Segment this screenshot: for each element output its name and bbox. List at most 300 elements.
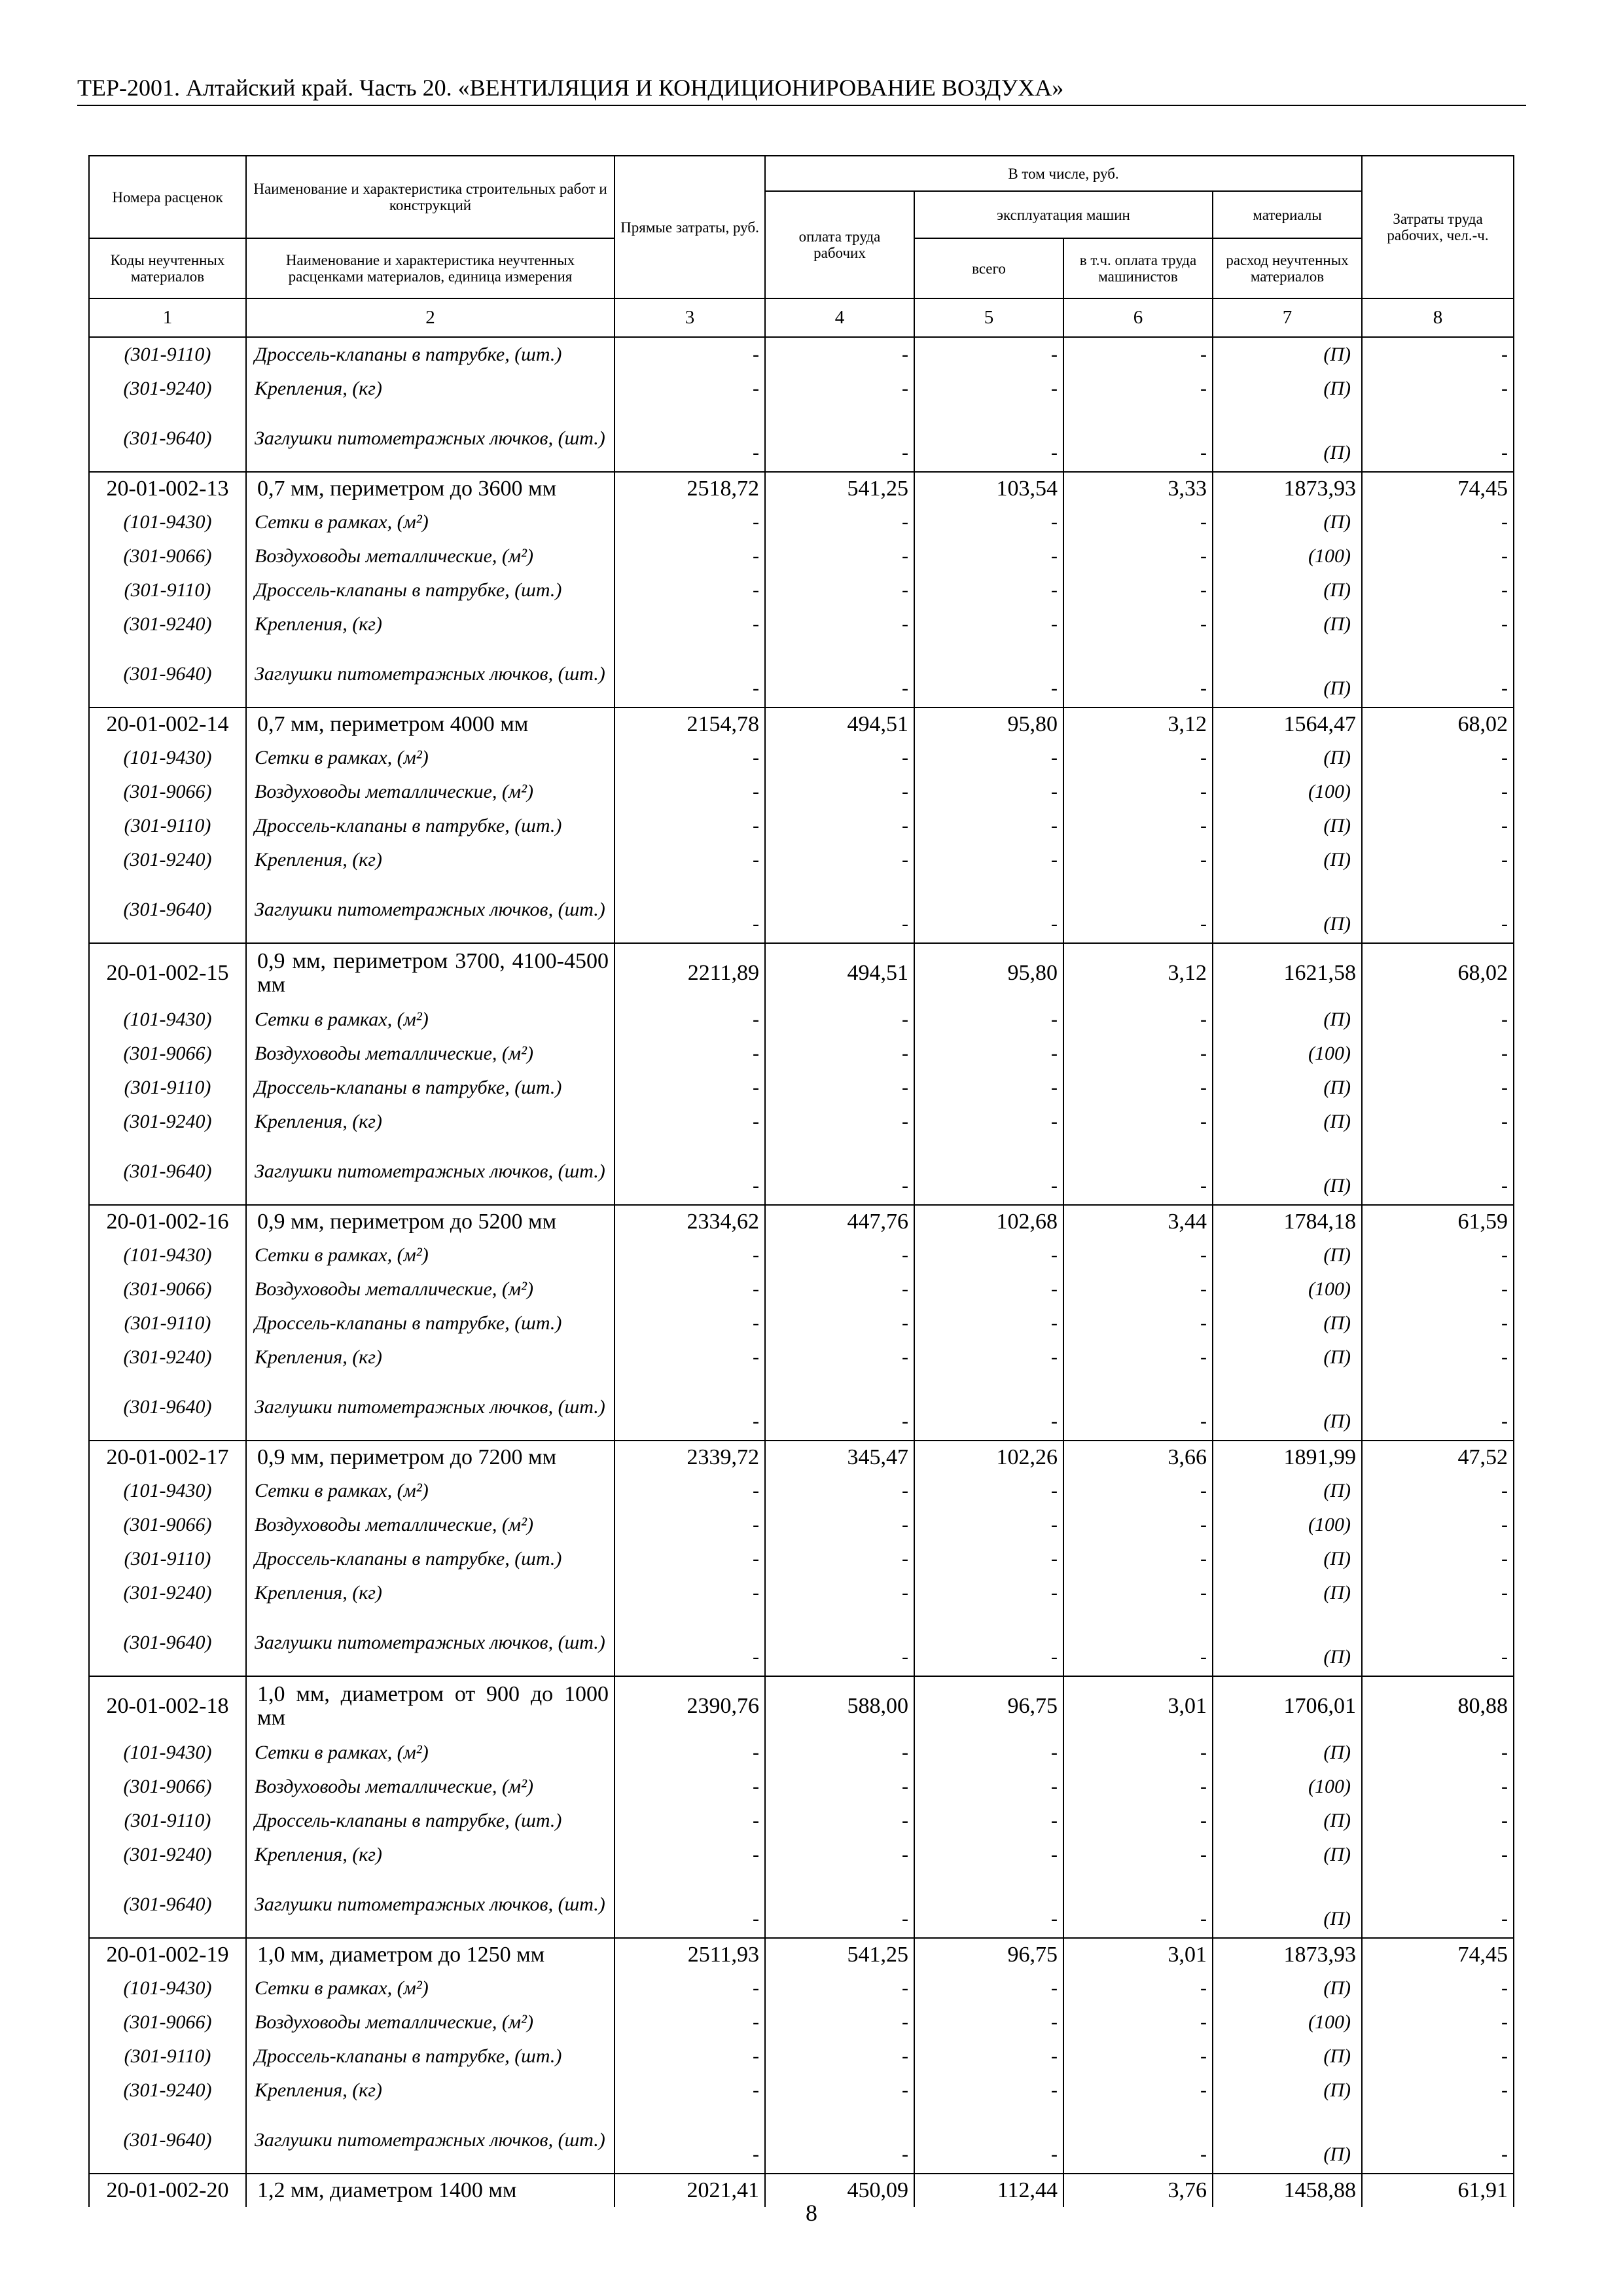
code-cell: (301-9640) xyxy=(89,1374,246,1441)
code-cell: 20-01-002-18 xyxy=(89,1676,246,1736)
machine-total-cell: - xyxy=(914,843,1063,877)
operator-pay-cell: 3,66 xyxy=(1063,1441,1213,1474)
operator-pay-cell: - xyxy=(1063,1306,1213,1340)
materials-cell: (П) xyxy=(1213,2108,1362,2174)
material-row xyxy=(89,372,1514,406)
materials-cell: (П) xyxy=(1213,1542,1362,1576)
direct-costs-cell: - xyxy=(615,1272,765,1306)
labor-costs-cell: - xyxy=(1362,372,1514,406)
materials-cell: 1784,18 xyxy=(1213,1205,1362,1238)
machine-total-cell: 102,26 xyxy=(914,1441,1063,1474)
name-cell: Крепления, (кг) xyxy=(246,2073,615,2108)
direct-costs-cell: - xyxy=(615,1804,765,1838)
name-cell: 0,7 мм, периметром до 3600 мм xyxy=(246,472,615,505)
labor-costs-cell: - xyxy=(1362,775,1514,809)
operator-pay-cell: - xyxy=(1063,2108,1213,2174)
name-cell: Дроссель-клапаны в патрубке, (шт.) xyxy=(246,1804,615,1838)
material-row xyxy=(89,1238,1514,1272)
code-cell: (301-9110) xyxy=(89,2039,246,2073)
direct-costs-cell: 2511,93 xyxy=(615,1938,765,1971)
name-cell: Сетки в рамках, (м²) xyxy=(246,1736,615,1770)
worker-pay-cell: - xyxy=(765,1340,914,1374)
machine-total-cell: 96,75 xyxy=(914,1676,1063,1736)
worker-pay-cell: - xyxy=(765,1105,914,1139)
running-header: ТЕР-2001. Алтайский край. Часть 20. «ВЕНТИЛЯЦИЯ И КОНДИЦИОНИРОВАНИЕ ВОЗДУХА» xyxy=(77,75,1064,101)
labor-costs-cell: - xyxy=(1362,607,1514,641)
machine-total-cell: - xyxy=(914,1238,1063,1272)
operator-pay-cell: - xyxy=(1063,1971,1213,2005)
materials-cell: (П) xyxy=(1213,2073,1362,2108)
column-number: 2 xyxy=(246,298,615,337)
worker-pay-cell: - xyxy=(765,539,914,573)
name-cell: 1,0 мм, диаметром до 1250 мм xyxy=(246,1938,615,1971)
machine-total-cell: - xyxy=(914,1576,1063,1610)
worker-pay-cell: - xyxy=(765,337,914,372)
name-cell: Сетки в рамках, (м²) xyxy=(246,1971,615,2005)
column-number: 1 xyxy=(89,298,246,337)
direct-costs-cell: - xyxy=(615,573,765,607)
labor-costs-cell: - xyxy=(1362,1872,1514,1938)
code-cell: 20-01-002-16 xyxy=(89,1205,246,1238)
machine-total-cell: - xyxy=(914,573,1063,607)
machine-total-cell: - xyxy=(914,2039,1063,2073)
material-row xyxy=(89,1576,1514,1610)
materials-cell: (П) xyxy=(1213,1071,1362,1105)
operator-pay-cell: - xyxy=(1063,877,1213,943)
labor-costs-cell: - xyxy=(1362,1971,1514,2005)
direct-costs-cell: - xyxy=(615,775,765,809)
operator-pay-cell: - xyxy=(1063,1736,1213,1770)
code-cell: (301-9640) xyxy=(89,641,246,708)
labor-costs-cell: - xyxy=(1362,877,1514,943)
labor-costs-cell: - xyxy=(1362,1272,1514,1306)
materials-cell: (П) xyxy=(1213,1003,1362,1037)
material-row xyxy=(89,2005,1514,2039)
direct-costs-cell: - xyxy=(615,641,765,708)
header-material-codes: Коды неучтенных материалов xyxy=(89,238,246,298)
code-cell: 20-01-002-20 xyxy=(89,2174,246,2207)
header-direct-costs: Прямые затраты, руб. xyxy=(615,156,765,298)
direct-costs-cell: - xyxy=(615,2039,765,2073)
machine-total-cell: - xyxy=(914,1071,1063,1105)
name-cell: Крепления, (кг) xyxy=(246,372,615,406)
direct-costs-cell: - xyxy=(615,1542,765,1576)
machine-total-cell: - xyxy=(914,1139,1063,1205)
material-row xyxy=(89,1770,1514,1804)
material-row xyxy=(89,337,1514,372)
operator-pay-cell: - xyxy=(1063,1474,1213,1508)
machine-total-cell: - xyxy=(914,505,1063,539)
name-cell: 0,9 мм, периметром 3700, 4100-4500 мм xyxy=(246,943,615,1003)
machine-total-cell: - xyxy=(914,641,1063,708)
code-cell: (301-9240) xyxy=(89,1340,246,1374)
name-cell: Воздуховоды металлические, (м²) xyxy=(246,1508,615,1542)
worker-pay-cell: - xyxy=(765,1770,914,1804)
worker-pay-cell: - xyxy=(765,1872,914,1938)
material-row xyxy=(89,1736,1514,1770)
material-row xyxy=(89,1474,1514,1508)
material-row xyxy=(89,809,1514,843)
materials-cell: (П) xyxy=(1213,1340,1362,1374)
column-numbers-row xyxy=(89,298,1514,337)
machine-total-cell: 112,44 xyxy=(914,2174,1063,2207)
worker-pay-cell: - xyxy=(765,1306,914,1340)
code-cell: (101-9430) xyxy=(89,505,246,539)
materials-cell: (П) xyxy=(1213,1105,1362,1139)
code-cell: 20-01-002-13 xyxy=(89,472,246,505)
labor-costs-cell: - xyxy=(1362,1238,1514,1272)
labor-costs-cell: - xyxy=(1362,539,1514,573)
labor-costs-cell: 68,02 xyxy=(1362,708,1514,741)
worker-pay-cell: - xyxy=(765,775,914,809)
machine-total-cell: - xyxy=(914,877,1063,943)
worker-pay-cell: - xyxy=(765,372,914,406)
code-cell: (301-9066) xyxy=(89,2005,246,2039)
operator-pay-cell: - xyxy=(1063,1804,1213,1838)
material-row xyxy=(89,607,1514,641)
table-header xyxy=(89,156,1514,337)
direct-costs-cell: - xyxy=(615,877,765,943)
machine-total-cell: - xyxy=(914,1770,1063,1804)
name-cell: Сетки в рамках, (м²) xyxy=(246,741,615,775)
direct-costs-cell: - xyxy=(615,1071,765,1105)
labor-costs-cell: - xyxy=(1362,1610,1514,1676)
material-row xyxy=(89,641,1514,708)
labor-costs-cell: - xyxy=(1362,741,1514,775)
worker-pay-cell: - xyxy=(765,505,914,539)
worker-pay-cell: - xyxy=(765,1238,914,1272)
code-cell: (301-9110) xyxy=(89,1306,246,1340)
operator-pay-cell: - xyxy=(1063,641,1213,708)
direct-costs-cell: - xyxy=(615,1576,765,1610)
worker-pay-cell: - xyxy=(765,1736,914,1770)
material-row xyxy=(89,877,1514,943)
header-unaccounted-materials: расход неучтенных материалов xyxy=(1213,238,1362,298)
machine-total-cell: - xyxy=(914,2005,1063,2039)
machine-total-cell: - xyxy=(914,741,1063,775)
material-row xyxy=(89,1003,1514,1037)
operator-pay-cell: - xyxy=(1063,573,1213,607)
direct-costs-cell: - xyxy=(615,1770,765,1804)
materials-cell: (П) xyxy=(1213,372,1362,406)
materials-cell: (П) xyxy=(1213,1872,1362,1938)
direct-costs-cell: - xyxy=(615,1838,765,1872)
operator-pay-cell: 3,01 xyxy=(1063,1676,1213,1736)
material-row xyxy=(89,2108,1514,2174)
machine-total-cell: - xyxy=(914,1474,1063,1508)
labor-costs-cell: - xyxy=(1362,1340,1514,1374)
rate-row xyxy=(89,1441,1514,1474)
operator-pay-cell: 3,01 xyxy=(1063,1938,1213,1971)
direct-costs-cell: 2334,62 xyxy=(615,1205,765,1238)
name-cell: Дроссель-клапаны в патрубке, (шт.) xyxy=(246,1542,615,1576)
materials-cell: 1891,99 xyxy=(1213,1441,1362,1474)
machine-total-cell: - xyxy=(914,1003,1063,1037)
machine-total-cell: - xyxy=(914,1272,1063,1306)
labor-costs-cell: - xyxy=(1362,1838,1514,1872)
labor-costs-cell: - xyxy=(1362,1306,1514,1340)
header-incl-operator-pay: в т.ч. оплата труда машинистов xyxy=(1063,238,1213,298)
operator-pay-cell: - xyxy=(1063,1374,1213,1441)
materials-cell: (П) xyxy=(1213,809,1362,843)
direct-costs-cell: - xyxy=(615,1003,765,1037)
direct-costs-cell: - xyxy=(615,1037,765,1071)
header-work-name: Наименование и характеристика строительных работ и конструкций xyxy=(246,156,615,238)
materials-cell: (П) xyxy=(1213,1306,1362,1340)
worker-pay-cell: - xyxy=(765,573,914,607)
rate-row xyxy=(89,1938,1514,1971)
materials-cell: (П) xyxy=(1213,607,1362,641)
worker-pay-cell: - xyxy=(765,1374,914,1441)
labor-costs-cell: - xyxy=(1362,337,1514,372)
header-labor-costs: Затраты труда рабочих, чел.-ч. xyxy=(1362,156,1514,298)
operator-pay-cell: - xyxy=(1063,1610,1213,1676)
header-machine-operation: эксплуатация машин xyxy=(914,191,1213,238)
name-cell: Дроссель-клапаны в патрубке, (шт.) xyxy=(246,1306,615,1340)
name-cell: Воздуховоды металлические, (м²) xyxy=(246,1272,615,1306)
code-cell: (301-9110) xyxy=(89,809,246,843)
materials-cell: (100) xyxy=(1213,1272,1362,1306)
material-row xyxy=(89,1542,1514,1576)
name-cell: Заглушки питометражных лючков, (шт.) xyxy=(246,1872,615,1938)
operator-pay-cell: - xyxy=(1063,1071,1213,1105)
direct-costs-cell: - xyxy=(615,843,765,877)
materials-cell: (П) xyxy=(1213,741,1362,775)
machine-total-cell: - xyxy=(914,1736,1063,1770)
name-cell: 0,9 мм, периметром до 5200 мм xyxy=(246,1205,615,1238)
table-body xyxy=(89,337,1514,2207)
name-cell: Сетки в рамках, (м²) xyxy=(246,1238,615,1272)
name-cell: Дроссель-клапаны в патрубке, (шт.) xyxy=(246,809,615,843)
name-cell: Сетки в рамках, (м²) xyxy=(246,505,615,539)
materials-cell: (100) xyxy=(1213,2005,1362,2039)
operator-pay-cell: - xyxy=(1063,406,1213,472)
name-cell: Воздуховоды металлические, (м²) xyxy=(246,775,615,809)
name-cell: Крепления, (кг) xyxy=(246,1838,615,1872)
operator-pay-cell: 3,76 xyxy=(1063,2174,1213,2207)
direct-costs-cell: - xyxy=(615,1374,765,1441)
header-including: В том числе, руб. xyxy=(765,156,1362,191)
code-cell: (301-9066) xyxy=(89,1272,246,1306)
name-cell: Сетки в рамках, (м²) xyxy=(246,1003,615,1037)
machine-total-cell: - xyxy=(914,1971,1063,2005)
header-rule xyxy=(77,105,1526,106)
operator-pay-cell: - xyxy=(1063,539,1213,573)
worker-pay-cell: - xyxy=(765,607,914,641)
worker-pay-cell: 588,00 xyxy=(765,1676,914,1736)
material-row xyxy=(89,843,1514,877)
code-cell: (301-9240) xyxy=(89,1576,246,1610)
material-row xyxy=(89,406,1514,472)
material-row xyxy=(89,573,1514,607)
name-cell: Крепления, (кг) xyxy=(246,1340,615,1374)
code-cell: (301-9640) xyxy=(89,1610,246,1676)
header-materials: материалы xyxy=(1213,191,1362,238)
worker-pay-cell: - xyxy=(765,1542,914,1576)
operator-pay-cell: 3,12 xyxy=(1063,943,1213,1003)
materials-cell: (П) xyxy=(1213,1474,1362,1508)
code-cell: (301-9640) xyxy=(89,877,246,943)
code-cell: (301-9110) xyxy=(89,573,246,607)
code-cell: (301-9240) xyxy=(89,843,246,877)
code-cell: (301-9640) xyxy=(89,406,246,472)
machine-total-cell: - xyxy=(914,1306,1063,1340)
direct-costs-cell: - xyxy=(615,1105,765,1139)
operator-pay-cell: - xyxy=(1063,1272,1213,1306)
machine-total-cell: - xyxy=(914,2073,1063,2108)
operator-pay-cell: - xyxy=(1063,1003,1213,1037)
labor-costs-cell: - xyxy=(1362,2073,1514,2108)
code-cell: (301-9066) xyxy=(89,1770,246,1804)
material-row xyxy=(89,741,1514,775)
column-number: 8 xyxy=(1362,298,1514,337)
material-row xyxy=(89,1306,1514,1340)
material-row xyxy=(89,2039,1514,2073)
labor-costs-cell: 74,45 xyxy=(1362,472,1514,505)
name-cell: 0,7 мм, периметром 4000 мм xyxy=(246,708,615,741)
name-cell: Воздуховоды металлические, (м²) xyxy=(246,1037,615,1071)
worker-pay-cell: - xyxy=(765,843,914,877)
code-cell: (301-9110) xyxy=(89,1542,246,1576)
materials-cell: 1621,58 xyxy=(1213,943,1362,1003)
machine-total-cell: - xyxy=(914,337,1063,372)
worker-pay-cell: - xyxy=(765,641,914,708)
machine-total-cell: 103,54 xyxy=(914,472,1063,505)
direct-costs-cell: - xyxy=(615,1736,765,1770)
labor-costs-cell: - xyxy=(1362,843,1514,877)
direct-costs-cell: - xyxy=(615,1610,765,1676)
materials-cell: (П) xyxy=(1213,1374,1362,1441)
machine-total-cell: - xyxy=(914,607,1063,641)
operator-pay-cell: - xyxy=(1063,607,1213,641)
name-cell: Дроссель-клапаны в патрубке, (шт.) xyxy=(246,2039,615,2073)
material-row xyxy=(89,1272,1514,1306)
name-cell: Заглушки питометражных лючков, (шт.) xyxy=(246,1374,615,1441)
code-cell: 20-01-002-19 xyxy=(89,1938,246,1971)
materials-cell: (П) xyxy=(1213,641,1362,708)
materials-cell: 1706,01 xyxy=(1213,1676,1362,1736)
column-number: 5 xyxy=(914,298,1063,337)
machine-total-cell: 96,75 xyxy=(914,1938,1063,1971)
material-row xyxy=(89,1105,1514,1139)
operator-pay-cell: - xyxy=(1063,1872,1213,1938)
direct-costs-cell: 2390,76 xyxy=(615,1676,765,1736)
labor-costs-cell: - xyxy=(1362,809,1514,843)
worker-pay-cell: - xyxy=(765,1139,914,1205)
labor-costs-cell: - xyxy=(1362,641,1514,708)
column-number: 4 xyxy=(765,298,914,337)
column-number: 3 xyxy=(615,298,765,337)
worker-pay-cell: - xyxy=(765,2005,914,2039)
name-cell: Воздуховоды металлические, (м²) xyxy=(246,2005,615,2039)
operator-pay-cell: - xyxy=(1063,1037,1213,1071)
operator-pay-cell: - xyxy=(1063,372,1213,406)
header-rate-numbers: Номера расценок xyxy=(89,156,246,238)
code-cell: (301-9240) xyxy=(89,2073,246,2108)
worker-pay-cell: - xyxy=(765,1071,914,1105)
name-cell: Дроссель-клапаны в патрубке, (шт.) xyxy=(246,337,615,372)
materials-cell: (П) xyxy=(1213,2039,1362,2073)
worker-pay-cell: - xyxy=(765,877,914,943)
materials-cell: (П) xyxy=(1213,843,1362,877)
code-cell: (301-9066) xyxy=(89,1037,246,1071)
direct-costs-cell: - xyxy=(615,406,765,472)
operator-pay-cell: - xyxy=(1063,2039,1213,2073)
materials-cell: (П) xyxy=(1213,1971,1362,2005)
worker-pay-cell: - xyxy=(765,1971,914,2005)
labor-costs-cell: - xyxy=(1362,406,1514,472)
operator-pay-cell: 3,12 xyxy=(1063,708,1213,741)
machine-total-cell: - xyxy=(914,1374,1063,1441)
labor-costs-cell: - xyxy=(1362,1804,1514,1838)
header-material-names: Наименование и характеристика неучтенных расценками материалов, единица измерения xyxy=(246,238,615,298)
labor-costs-cell: - xyxy=(1362,1003,1514,1037)
materials-cell: (П) xyxy=(1213,1804,1362,1838)
name-cell: Крепления, (кг) xyxy=(246,1576,615,1610)
labor-costs-cell: - xyxy=(1362,1071,1514,1105)
worker-pay-cell: 494,51 xyxy=(765,943,914,1003)
worker-pay-cell: - xyxy=(765,2073,914,2108)
labor-costs-cell: - xyxy=(1362,2005,1514,2039)
worker-pay-cell: - xyxy=(765,1804,914,1838)
materials-cell: 1873,93 xyxy=(1213,1938,1362,1971)
worker-pay-cell: - xyxy=(765,1037,914,1071)
worker-pay-cell: - xyxy=(765,2039,914,2073)
machine-total-cell: - xyxy=(914,1037,1063,1071)
header-worker-pay: оплата труда рабочих xyxy=(765,191,914,298)
machine-total-cell: - xyxy=(914,372,1063,406)
labor-costs-cell: 68,02 xyxy=(1362,943,1514,1003)
direct-costs-cell: 2339,72 xyxy=(615,1441,765,1474)
worker-pay-cell: 345,47 xyxy=(765,1441,914,1474)
code-cell: (101-9430) xyxy=(89,1003,246,1037)
direct-costs-cell: - xyxy=(615,372,765,406)
operator-pay-cell: - xyxy=(1063,1576,1213,1610)
materials-cell: (П) xyxy=(1213,877,1362,943)
code-cell: (301-9640) xyxy=(89,2108,246,2174)
material-row xyxy=(89,1971,1514,2005)
code-cell: (301-9240) xyxy=(89,607,246,641)
name-cell: Заглушки питометражных лючков, (шт.) xyxy=(246,2108,615,2174)
machine-total-cell: - xyxy=(914,1508,1063,1542)
worker-pay-cell: - xyxy=(765,1508,914,1542)
worker-pay-cell: 494,51 xyxy=(765,708,914,741)
materials-cell: (П) xyxy=(1213,505,1362,539)
name-cell: Крепления, (кг) xyxy=(246,843,615,877)
name-cell: Крепления, (кг) xyxy=(246,607,615,641)
machine-total-cell: - xyxy=(914,406,1063,472)
material-row xyxy=(89,1037,1514,1071)
worker-pay-cell: - xyxy=(765,741,914,775)
operator-pay-cell: - xyxy=(1063,1340,1213,1374)
name-cell: Крепления, (кг) xyxy=(246,1105,615,1139)
machine-total-cell: - xyxy=(914,1610,1063,1676)
labor-costs-cell: 61,59 xyxy=(1362,1205,1514,1238)
rate-row xyxy=(89,1205,1514,1238)
worker-pay-cell: - xyxy=(765,1474,914,1508)
worker-pay-cell: 450,09 xyxy=(765,2174,914,2207)
labor-costs-cell: 61,91 xyxy=(1362,2174,1514,2207)
code-cell: (301-9640) xyxy=(89,1872,246,1938)
materials-cell: 1458,88 xyxy=(1213,2174,1362,2207)
materials-cell: (П) xyxy=(1213,1238,1362,1272)
direct-costs-cell: - xyxy=(615,1971,765,2005)
name-cell: 1,0 мм, диаметром от 900 до 1000 мм xyxy=(246,1676,615,1736)
operator-pay-cell: - xyxy=(1063,1770,1213,1804)
material-row xyxy=(89,539,1514,573)
code-cell: (301-9240) xyxy=(89,1105,246,1139)
direct-costs-cell: - xyxy=(615,2073,765,2108)
